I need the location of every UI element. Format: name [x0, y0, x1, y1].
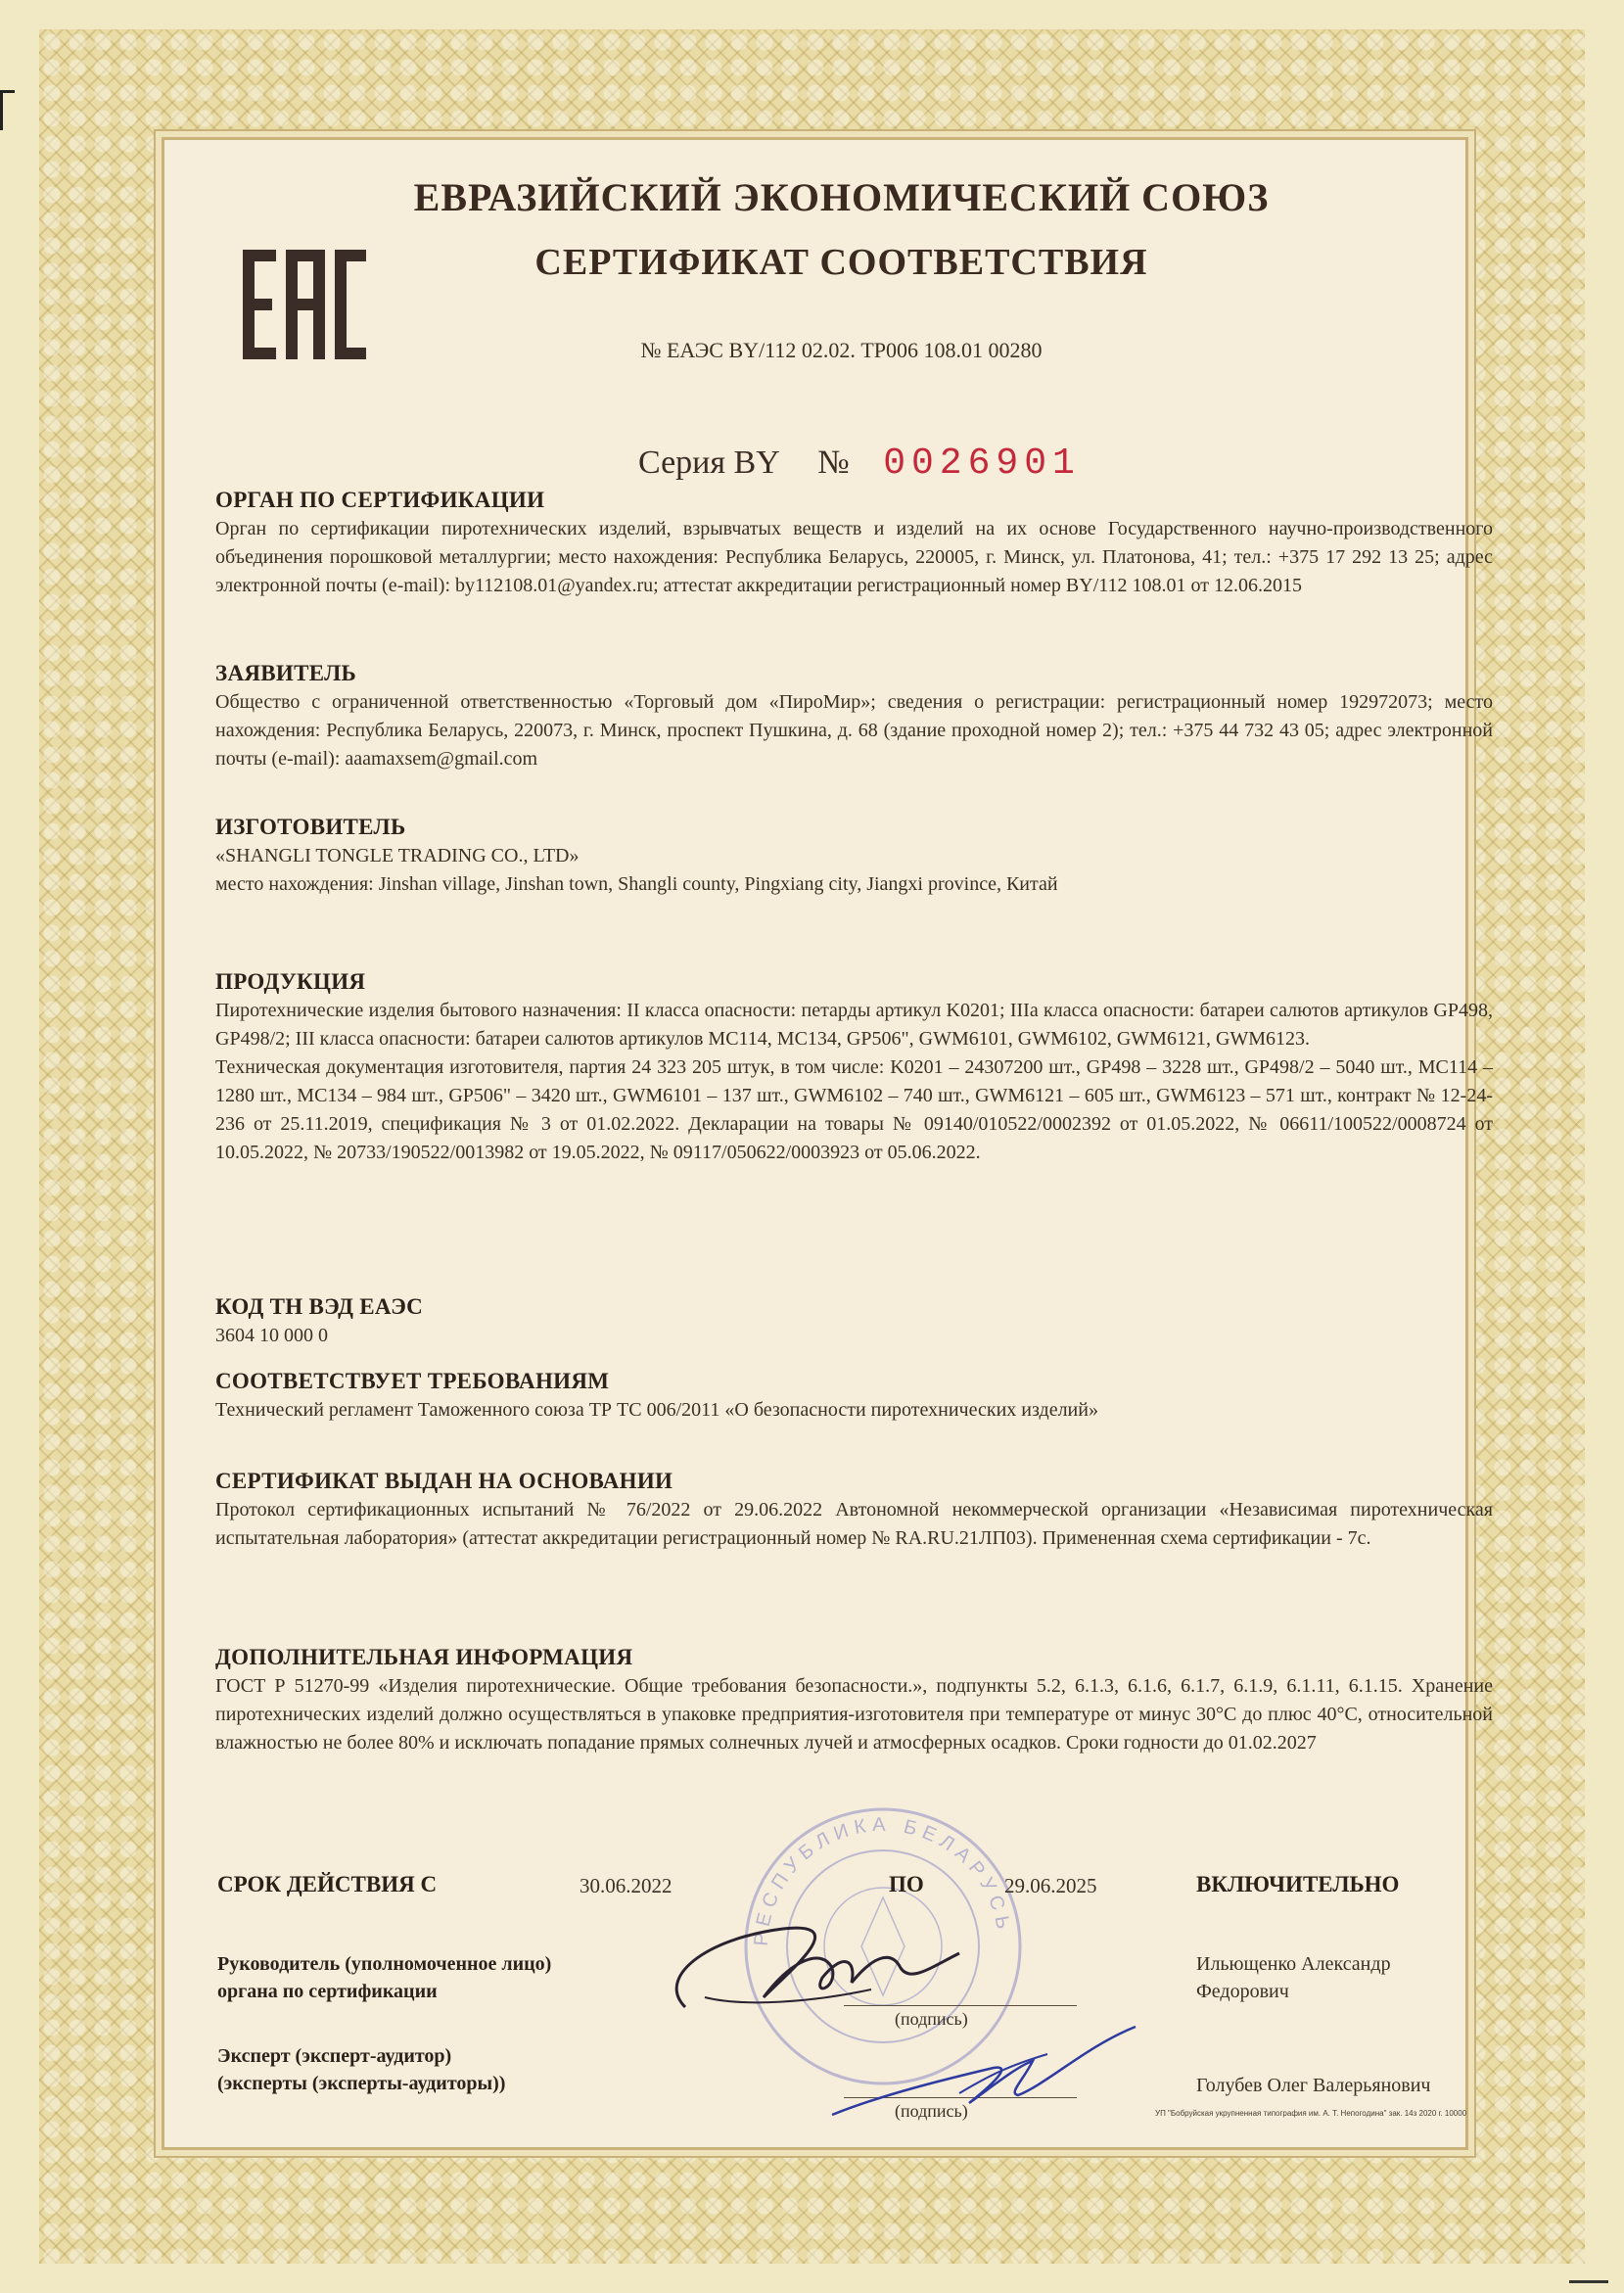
expert-signature-icon — [822, 2007, 1145, 2125]
section-title: ИЗГОТОВИТЕЛЬ — [215, 815, 406, 839]
section-conformity — [215, 1369, 1493, 1425]
section-tnved — [215, 1294, 1493, 1350]
head-name-line-1: Ильющенко Александр — [1196, 1953, 1391, 1975]
stamp-text: РЕСПУБЛИКА БЕЛАРУСЬ — [750, 1813, 1015, 1947]
expert-label-line-1: Эксперт (эксперт-аудитор) — [217, 2045, 452, 2067]
signature-caption: (подпись) — [895, 2101, 968, 2121]
section-title: КОД ТН ВЭД ЕАЭС — [215, 1294, 424, 1319]
expert-signer-name: Голубев Олег Валерьянович — [1196, 2075, 1431, 2096]
section-cert-body — [215, 488, 1493, 600]
section-text: Технический регламент Таможенного союза ТР ТС 006/2011 «О безопасности пиротехнических изделий» — [215, 1399, 1098, 1421]
printer-note: УП "Бобруйская укрупненная типография им. А. Т. Непогодина" зак. 14з 2020 г. 10000 — [1155, 2109, 1467, 2118]
crop-mark-bottom — [1569, 2280, 1608, 2283]
tnved-code: 3604 10 000 0 — [215, 1325, 328, 1346]
section-title: СЕРТИФИКАТ ВЫДАН НА ОСНОВАНИИ — [215, 1469, 673, 1493]
validity-inclusive: ВКЛЮЧИТЕЛЬНО — [1196, 1872, 1400, 1896]
certificate-number: № ЕАЭС BY/112 02.02. ТР006 108.01 00280 — [640, 338, 1043, 362]
manufacturer-name: «SHANGLI TONGLE TRADING CO., LTD» — [215, 845, 580, 866]
manufacturer-address: место нахождения: Jinshan village, Jinshan town, Shangli county, Pingxiang city, Jiangxi province, Китай — [215, 873, 1058, 895]
section-applicant — [215, 661, 1493, 773]
signature-caption: (подпись) — [895, 2009, 968, 2029]
head-name-line-2: Федорович — [1196, 1981, 1289, 2002]
section-additional — [215, 1645, 1493, 1757]
section-product — [215, 969, 1493, 1167]
validity-to-label: ПО — [889, 1872, 924, 1896]
series-label: Серия BY — [638, 445, 780, 481]
expert-signer-label — [217, 2042, 505, 2097]
section-manufacturer — [215, 815, 1493, 899]
section-title: ДОПОЛНИТЕЛЬНАЯ ИНФОРМАЦИЯ — [215, 1645, 633, 1669]
product-description: Пиротехнические изделия бытового назначения: II класса опасности: петарды артикул K0201; IIIa класса опасности: батареи салютов артикулов GP498, GP498/2; III класса опасности: батареи салютов артикулов MC114, MC134, GP506", GWM6101, GWM6102, GWM6121, GWM6123. — [215, 1000, 1493, 1050]
section-text: Протокол сертификационных испытаний № 76/2022 от 29.06.2022 Автономной некоммерческой организации «Независимая пиротехническая испытательная лаборатория» (аттестат аккредитации регистрационный номер № RA.RU.21ЛП03). Примененная схема сертификации - 7с. — [215, 1499, 1493, 1549]
head-signer-name — [1196, 1950, 1391, 2005]
section-title: ОРГАН ПО СЕРТИФИКАЦИИ — [215, 488, 545, 512]
validity-to-date: 29.06.2025 — [1004, 1874, 1097, 1897]
product-text — [215, 997, 1493, 1167]
section-basis — [215, 1469, 1493, 1553]
crop-mark — [0, 90, 15, 130]
series-number-sign: № — [817, 445, 850, 481]
certificate-title: СЕРТИФИКАТ СООТВЕТСТВИЯ — [534, 242, 1148, 283]
product-documentation: Техническая документация изготовителя, партия 24 323 205 штук, в том числе: K0201 – 24307200 шт., GP498 – 3228 шт., GP498/2 – 5040 шт., MC114 – 1280 шт., MC134 – 984 шт., GP506" – 3420 шт., GWM6101 – 137 шт., GWM6102 – 740 шт., GWM6121 – 605 шт., GWM6123 – 571 шт., контракт № 12-24-236 от 25.11.2019, спецификация № 3 от 01.02.2022. Декларации на товары № 09140/010522/0002392 от 01.05.2022, № 06611/100522/0008724 от 10.05.2022, № 20733/190522/0013982 от 19.05.2022, № 09117/050622/0003923 от 05.06.2022. — [215, 1056, 1493, 1163]
head-label-line-1: Руководитель (уполномоченное лицо) — [217, 1953, 552, 1975]
section-text: Общество с ограниченной ответственностью «Торговый дом «ПироМир»; сведения о регистрации: регистрационный номер 192972073; место нахождения: Республика Беларусь, 220073, г. Минск, проспект Пушкина, д. 68 (здание проходной номер 2); тел.: +375 44 732 43 05; адрес электронной почты (e-mail): aaamaxsem@gmail.com — [215, 691, 1493, 770]
section-title: ЗАЯВИТЕЛЬ — [215, 661, 357, 685]
head-signer-label — [217, 1950, 551, 2005]
union-title: ЕВРАЗИЙСКИЙ ЭКОНОМИЧЕСКИЙ СОЮЗ — [413, 175, 1270, 219]
section-text: Орган по сертификации пиротехнических изделий, взрывчатых веществ и изделий на их основе Государственного научно-производственного объединения порошковой металлургии; место нахождения: Республика Беларусь, 220005, г. Минск, ул. Платонова, 41; тел.: +375 17 292 13 25; адрес электронной почты (e-mail): by112108.01@yandex.ru; аттестат аккредитации регистрационный номер BY/112 108.01 от 12.06.2015 — [215, 518, 1493, 596]
expert-label-line-2: (эксперты (эксперты-аудиторы)) — [217, 2073, 506, 2094]
section-title: ПРОДУКЦИЯ — [215, 969, 366, 994]
head-label-line-2: органа по сертификации — [217, 1981, 438, 2002]
section-title: СООТВЕТСТВУЕТ ТРЕБОВАНИЯМ — [215, 1369, 610, 1393]
validity-from-label: СРОК ДЕЙСТВИЯ С — [217, 1872, 438, 1896]
series-row — [638, 443, 1081, 485]
series-number: 0026901 — [883, 443, 1081, 485]
validity-from-date: 30.06.2022 — [580, 1874, 673, 1897]
section-text: ГОСТ Р 51270-99 «Изделия пиротехнические. Общие требования безопасности.», подпункты 5.2, 6.1.3, 6.1.6, 6.1.7, 6.1.9, 6.1.11, 6.1.15. Хранение пиротехнических изделий должно осуществляться в упаковке предприятия-изготовителя при температуре от минус 30°С до плюс 40°С, относительной влажностью не более 80% и исключать попадание прямых солнечных лучей и атмосферных осадков. Сроки годности до 01.02.2027 — [215, 1675, 1493, 1754]
